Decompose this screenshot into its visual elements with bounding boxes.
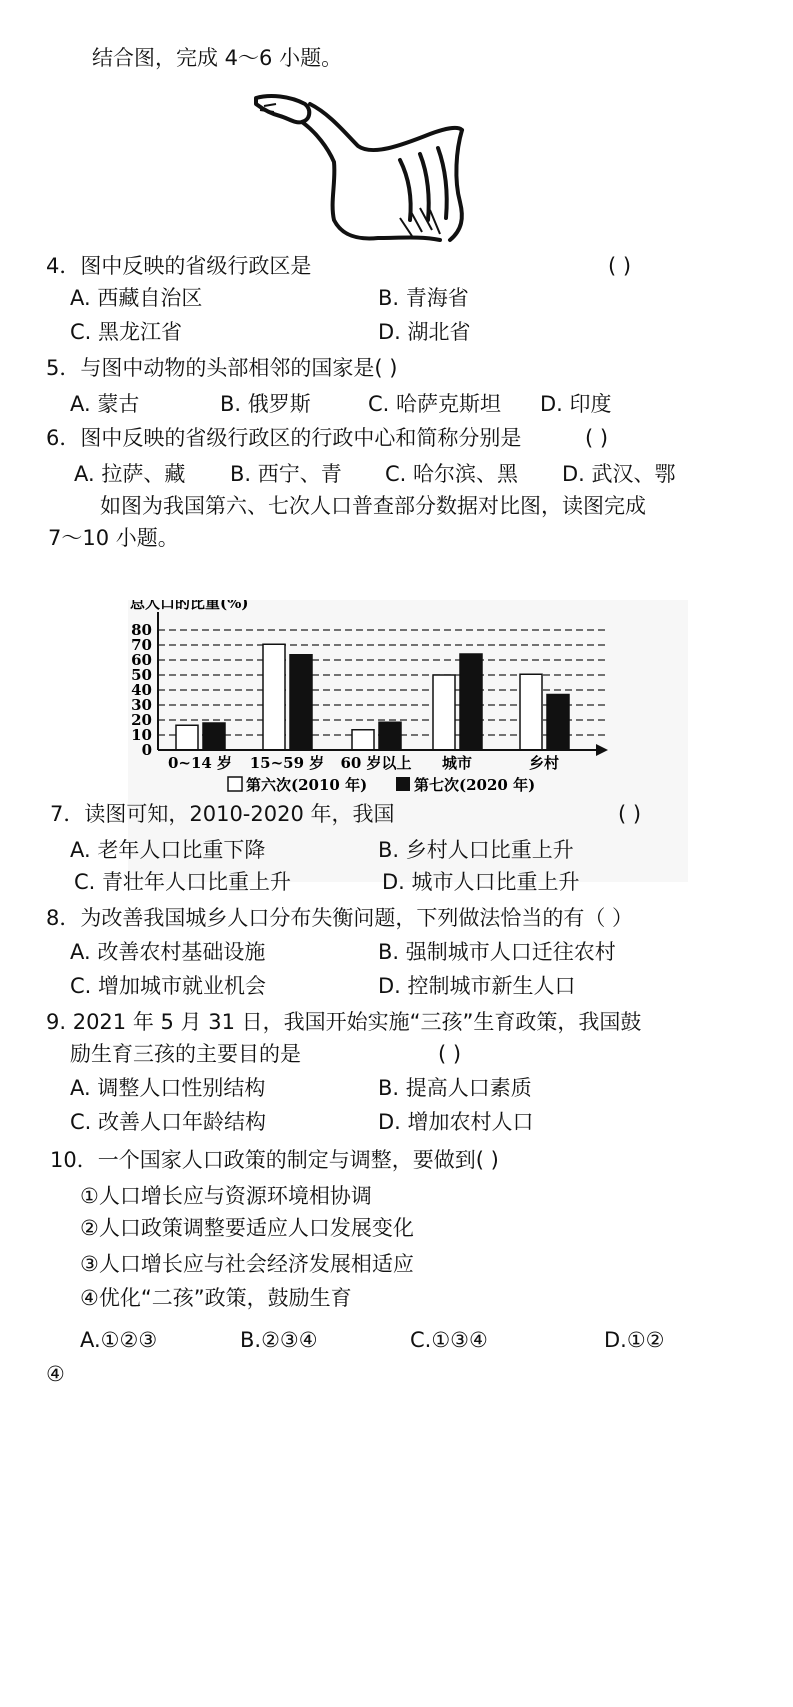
intro-text: 结合图，完成 4～6 小题。: [92, 46, 343, 70]
bar-2020: [547, 695, 569, 751]
intro-text: 如图为我国第六、七次人口普查部分数据对比图，读图完成: [100, 494, 646, 518]
option-d: D. 印度: [540, 392, 612, 416]
option-a: A. 西藏自治区: [70, 286, 203, 310]
x-tick-label: 60 岁以上: [340, 754, 412, 772]
bar-2010: [263, 644, 285, 750]
legend-swatch-2010: [228, 777, 242, 791]
option-d-wrap: ④: [46, 1362, 65, 1386]
bar-2010: [176, 725, 198, 750]
answer-paren: ( ): [585, 426, 609, 450]
y-tick-label: 30: [131, 696, 152, 714]
y-tick-label: 50: [131, 666, 152, 684]
bar-2020: [379, 722, 401, 750]
answer-paren: ( ): [608, 254, 632, 278]
bar-2010: [352, 730, 374, 750]
y-tick-label: 70: [131, 636, 152, 654]
option-a: A. 改善农村基础设施: [70, 940, 266, 964]
y-tick-label: 40: [131, 681, 152, 699]
y-tick-label: 60: [131, 651, 152, 669]
option-b: B. 提高人口素质: [378, 1076, 532, 1100]
x-tick-label: 15~59 岁: [249, 754, 325, 772]
bar-2010: [433, 675, 455, 750]
option-c: C. 哈尔滨、黑: [385, 462, 519, 486]
bar-2020: [203, 723, 225, 750]
option-c: C. 改善人口年龄结构: [70, 1110, 267, 1134]
option-b: B. 乡村人口比重上升: [378, 838, 574, 862]
y-tick-label: 80: [131, 621, 152, 639]
option-a: A. 蒙古: [70, 392, 140, 416]
option-b: B. 西宁、青: [230, 462, 342, 486]
answer-paren: ( ): [438, 1042, 462, 1066]
option-b: B.②③④: [240, 1328, 318, 1352]
option-a: A. 调整人口性别结构: [70, 1076, 266, 1100]
intro-text: 7～10 小题。: [48, 526, 179, 550]
bar-2020: [290, 655, 312, 750]
question-8-stem: 8．为改善我国城乡人口分布失衡问题，下列做法恰当的有（ ）: [46, 906, 634, 930]
statement-4: ④优化“二孩”政策，鼓励生育: [80, 1286, 352, 1310]
option-c: C. 增加城市就业机会: [70, 974, 267, 998]
bar-2010: [520, 674, 542, 750]
x-tick-label: 城市: [441, 754, 473, 772]
y-tick-label: 20: [131, 711, 152, 729]
y-axis-label: 总人口的比重(%): [130, 600, 249, 612]
legend-swatch-2020: [396, 777, 410, 791]
y-tick-label: 0: [141, 741, 152, 759]
legend-label-2010: 第六次(2010 年): [246, 776, 368, 794]
question-5-stem: 5．与图中动物的头部相邻的国家是( ): [46, 356, 398, 380]
x-tick-label: 0~14 岁: [167, 754, 233, 772]
option-d: D. 武汉、鄂: [562, 462, 676, 486]
option-d: D.①②: [604, 1328, 665, 1352]
legend-label-2020: 第七次(2020 年): [414, 776, 536, 794]
option-d: D. 湖北省: [378, 320, 471, 344]
option-d: D. 城市人口比重上升: [382, 870, 580, 894]
option-b: B. 青海省: [378, 286, 469, 310]
x-tick-label: 乡村: [528, 754, 560, 772]
option-c: C.①③④: [410, 1328, 488, 1352]
option-d: D. 增加农村人口: [378, 1110, 534, 1134]
question-10-stem: 10．一个国家人口政策的制定与调整，要做到( ): [50, 1148, 499, 1172]
option-d: D. 控制城市新生人口: [378, 974, 576, 998]
question-4-stem: 4．图中反映的省级行政区是: [46, 254, 312, 278]
y-tick-label: 10: [131, 726, 152, 744]
question-9-stem: 9. 2021 年 5 月 31 日，我国开始实施“三孩”生育政策，我国鼓: [46, 1010, 642, 1034]
question-9-stem-cont: 励生育三孩的主要目的是: [70, 1042, 301, 1066]
province-outline-image: [250, 90, 480, 250]
option-c: C. 黑龙江省: [70, 320, 183, 344]
chart-legend: [228, 776, 535, 794]
x-axis-arrow: [596, 744, 608, 756]
question-6-stem: 6．图中反映的省级行政区的行政中心和简称分别是: [46, 426, 522, 450]
statement-2: ②人口政策调整要适应人口发展变化: [80, 1216, 414, 1240]
option-b: B. 强制城市人口迁往农村: [378, 940, 616, 964]
option-c: C. 哈萨克斯坦: [368, 392, 502, 416]
option-b: B. 俄罗斯: [220, 392, 311, 416]
bar-2020: [460, 654, 482, 750]
statement-1: ①人口增长应与资源环境相协调: [80, 1184, 372, 1208]
question-7-stem: 7．读图可知，2010-2020 年，我国: [50, 802, 395, 826]
option-a: A.①②③: [80, 1328, 158, 1352]
option-c: C. 青壮年人口比重上升: [74, 870, 292, 894]
option-a: A. 拉萨、藏: [74, 462, 186, 486]
statement-3: ③人口增长应与社会经济发展相适应: [80, 1252, 414, 1276]
option-a: A. 老年人口比重下降: [70, 838, 266, 862]
answer-paren: ( ): [618, 802, 642, 826]
